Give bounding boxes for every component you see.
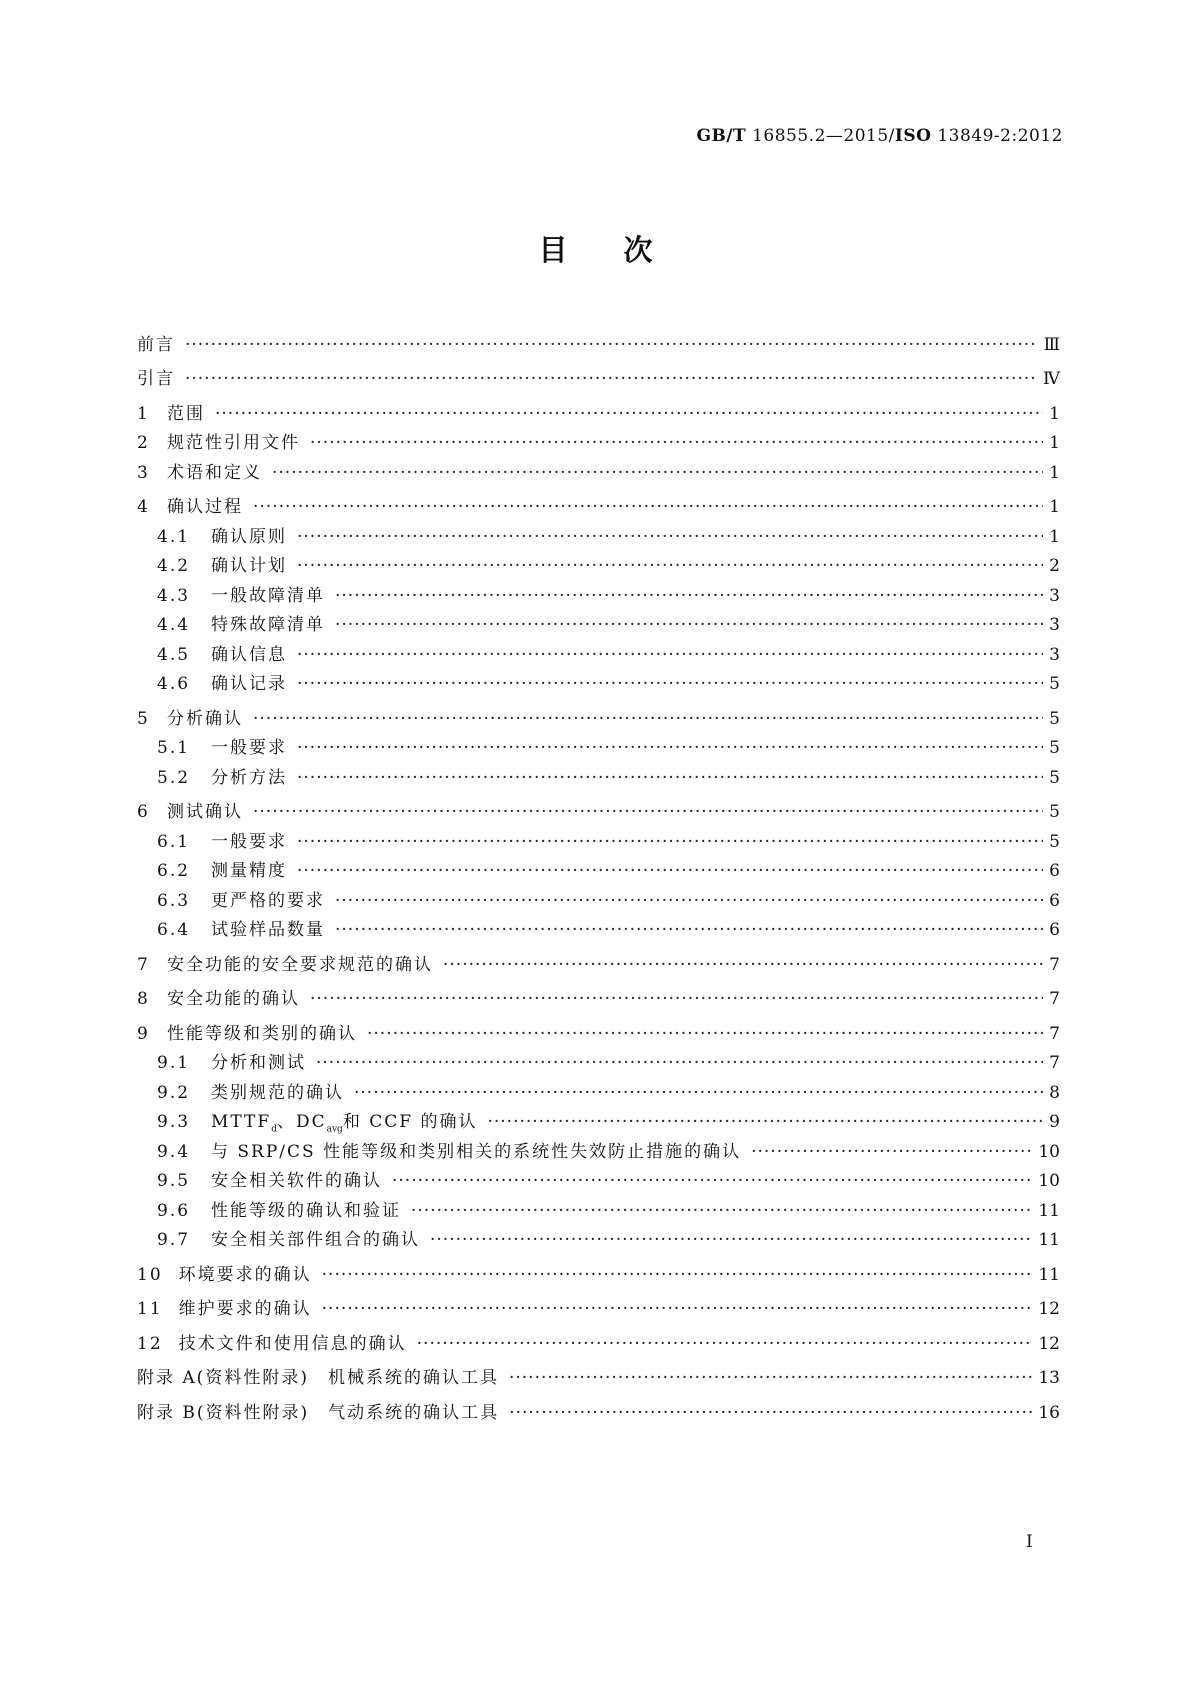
toc-entry[interactable] [137, 1329, 1060, 1354]
toc-entry[interactable] [137, 1196, 1060, 1221]
toc-entry-title [137, 669, 287, 694]
toc-entry-number: 6.2 [157, 861, 191, 881]
toc-entry-page: 10 [1038, 1141, 1060, 1162]
toc-entry-number: 12 [137, 1333, 163, 1354]
toc-entry-page: 7 [1049, 1053, 1060, 1073]
toc-entry-page: 9 [1049, 1112, 1060, 1132]
toc-entry[interactable] [137, 984, 1060, 1009]
toc-entry-label: 确认过程 [167, 497, 243, 517]
toc-entry-title [137, 640, 287, 665]
toc-entry-title [137, 1107, 477, 1134]
toc-entry-page: 1 [1049, 526, 1060, 547]
dot-leader [335, 586, 1043, 606]
toc-entry[interactable] [137, 1137, 1060, 1162]
toc-entry-page: 6 [1049, 890, 1060, 911]
dot-leader [297, 768, 1043, 788]
dot-leader [430, 1230, 1032, 1250]
dot-leader [297, 861, 1043, 881]
toc-entry[interactable] [137, 1107, 1060, 1134]
toc-entry-page: 16 [1038, 1402, 1060, 1423]
toc-entry-label: 引言 [137, 369, 175, 389]
toc-entry-label: 特殊故障清单 [211, 615, 325, 635]
toc-entry-page: 3 [1049, 615, 1060, 635]
dot-leader [215, 404, 1043, 424]
toc-entry-number: 4.2 [157, 556, 191, 576]
toc-entry-number: 4.6 [157, 674, 191, 694]
toc-entry-label: 一般要求 [211, 831, 287, 852]
toc-entry-label: 性能等级的确认和验证 [211, 1200, 401, 1221]
toc-entry-label: 确认原则 [211, 526, 287, 547]
dot-leader [297, 527, 1043, 547]
std-number: 16855.2—2015/ [746, 126, 895, 146]
toc-entry-label: 试验样品数量 [211, 920, 325, 940]
toc-entry-label: 环境要求的确认 [178, 1264, 312, 1285]
toc-entry-title [137, 984, 300, 1009]
toc-entry-page: 11 [1038, 1264, 1060, 1285]
toc-entry-title [137, 827, 287, 852]
toc-entry-page: 1 [1049, 462, 1060, 483]
toc-entry-title [137, 1019, 357, 1044]
dot-leader [297, 556, 1043, 576]
dot-leader [316, 1053, 1043, 1073]
toc-entry-number: 9 [137, 1023, 150, 1044]
toc-entry-page: 7 [1049, 1023, 1060, 1044]
dot-leader [487, 1112, 1043, 1132]
toc-entry-title [137, 797, 243, 822]
dot-leader [443, 955, 1043, 975]
toc-entry-number: 4.1 [157, 526, 191, 547]
dot-leader [322, 1265, 1033, 1285]
dot-leader [253, 709, 1043, 729]
dot-leader [509, 1403, 1032, 1423]
toc-entry-page: 11 [1038, 1230, 1060, 1250]
dot-leader [297, 674, 1043, 694]
toc-entry-page: Ⅳ [1043, 369, 1060, 389]
toc-entry-label: 类别规范的确认 [211, 1082, 344, 1103]
toc-entry-title [137, 364, 175, 389]
toc-entry-title [137, 856, 287, 881]
toc-entry[interactable] [137, 1260, 1060, 1285]
toc-entry-page: 8 [1049, 1082, 1060, 1103]
toc-entry-label: 附录 B(资料性附录) 气动系统的确认工具 [137, 1402, 500, 1423]
toc-entry-label: 安全功能的确认 [167, 989, 300, 1009]
toc-entry-title [137, 1166, 382, 1191]
toc-entry-label: 安全相关软件的确认 [211, 1171, 382, 1191]
toc-entry-page: 6 [1049, 861, 1060, 881]
toc-entry-label: 测量精度 [211, 861, 287, 881]
toc-entry-number: 6.4 [157, 920, 191, 940]
toc-entry-title [137, 492, 243, 517]
toc-entry-title [137, 915, 325, 940]
toc-entry-title [137, 1363, 499, 1388]
toc-entry[interactable] [137, 1398, 1060, 1423]
toc-entry-title [137, 610, 325, 635]
toc-entry-page: Ⅲ [1043, 335, 1060, 355]
toc-entry-label: 前言 [137, 335, 175, 355]
dot-leader [335, 891, 1043, 911]
toc-entry[interactable] [137, 1078, 1060, 1103]
toc-entry-page: 13 [1038, 1368, 1060, 1388]
toc-entry-title [137, 1225, 420, 1250]
toc-entry[interactable] [137, 704, 1060, 729]
toc-entry-number: 10 [137, 1264, 163, 1285]
std-iso-number: 13849-2:2012 [931, 126, 1063, 146]
toc-entry-number: 9.4 [157, 1141, 191, 1162]
dot-leader [335, 615, 1043, 635]
toc-entry-page: 5 [1049, 831, 1060, 852]
toc-entry-label: 安全功能的安全要求规范的确认 [167, 954, 433, 975]
toc-entry-label: 附录 A(资料性附录) 机械系统的确认工具 [137, 1368, 499, 1388]
toc-entry-title [137, 1398, 499, 1423]
toc-entry[interactable] [137, 428, 1060, 453]
toc-entry[interactable] [137, 492, 1060, 517]
toc-entry-label: 术语和定义 [167, 462, 262, 483]
toc-entry-title [137, 1048, 306, 1073]
toc-entry[interactable] [137, 763, 1060, 788]
toc-entry-label: 一般要求 [211, 738, 287, 758]
toc-entry[interactable] [137, 1225, 1060, 1250]
toc-entry-number: 9.2 [157, 1082, 191, 1103]
toc-entry-number: 4.4 [157, 615, 191, 635]
toc-entry-label: 与 SRP/CS 性能等级和类别相关的系统性失效防止措施的确认 [211, 1141, 742, 1162]
toc-entry-page: 10 [1038, 1171, 1060, 1191]
toc-entry-label: 安全相关部件组合的确认 [211, 1230, 420, 1250]
toc-entry-label: 分析方法 [211, 767, 287, 788]
toc-entry-number: 3 [137, 462, 150, 483]
toc-entry-number: 5 [137, 708, 150, 729]
toc-entry-title [137, 330, 175, 355]
toc-entry-label: 确认计划 [211, 556, 287, 576]
toc-entry[interactable] [137, 915, 1060, 940]
toc-entry-number: 6 [137, 802, 150, 822]
toc-entry-label: 确认记录 [211, 674, 287, 694]
dot-leader [185, 335, 1038, 355]
toc-entry[interactable] [137, 551, 1060, 576]
toc-entry-label: 维护要求的确认 [178, 1299, 312, 1319]
toc-entry-number: 9.7 [157, 1230, 191, 1250]
std-iso: ISO [894, 126, 932, 146]
toc-entry-number: 9.6 [157, 1200, 191, 1221]
dot-leader [272, 463, 1043, 483]
toc-entry-label: 规范性引用文件 [167, 433, 300, 453]
dot-leader [417, 1334, 1033, 1354]
toc-label-subscript: d [271, 1124, 277, 1135]
toc-entry[interactable] [137, 886, 1060, 911]
toc-entry-number: 4.3 [157, 585, 191, 606]
std-prefix: GB/T [696, 126, 747, 146]
toc-entry-page: 1 [1049, 433, 1060, 453]
toc-entry[interactable] [137, 856, 1060, 881]
toc-entry-title [137, 886, 325, 911]
toc-entry-title [137, 704, 243, 729]
toc-entry-number: 8 [137, 989, 150, 1009]
toc-entry-number: 11 [137, 1299, 163, 1319]
toc-entry-number: 4 [137, 497, 150, 517]
dot-leader [297, 832, 1043, 852]
dot-leader [310, 989, 1043, 1009]
toc-entry-title [137, 399, 205, 424]
toc-entry-label: 更严格的要求 [211, 890, 325, 911]
toc-entry-page: 5 [1049, 767, 1060, 788]
toc-entry-page: 5 [1049, 802, 1060, 822]
toc-entry[interactable] [137, 640, 1060, 665]
toc-entry-title [137, 1260, 312, 1285]
toc-entry-title [137, 1137, 741, 1162]
toc-entry-page: 5 [1049, 738, 1060, 758]
toc-entry-title [137, 428, 300, 453]
toc-entry-title [137, 522, 287, 547]
toc-entry-page: 1 [1049, 403, 1060, 424]
toc-entry-number: 6.3 [157, 890, 191, 911]
toc-label-part: MTTF [211, 1112, 272, 1132]
toc-entry-label: 一般故障清单 [211, 585, 325, 606]
toc-entry-label: 测试确认 [167, 802, 243, 822]
toc-entry[interactable] [137, 827, 1060, 852]
dot-leader [751, 1142, 1032, 1162]
toc-entry-number: 5.1 [157, 738, 191, 758]
dot-leader [185, 369, 1037, 389]
dot-leader [411, 1201, 1032, 1221]
toc-entry[interactable] [137, 1166, 1060, 1191]
toc-entry-title [137, 950, 433, 975]
toc-entry-title [137, 763, 287, 788]
toc-entry[interactable] [137, 522, 1060, 547]
toc-entry-label: 分析和测试 [211, 1053, 306, 1073]
toc-entry-number: 5.2 [157, 767, 191, 788]
toc-entry-title [137, 1329, 407, 1354]
toc-entry-label: 确认信息 [211, 644, 287, 665]
page-title: 目次 [538, 233, 709, 267]
toc-entry-title [137, 733, 287, 758]
toc-entry-label: 性能等级和类别的确认 [167, 1023, 357, 1044]
toc-entry-number: 2 [137, 433, 150, 453]
toc-entry-label: 技术文件和使用信息的确认 [178, 1333, 407, 1354]
toc-entry-title [137, 581, 325, 606]
toc-entry[interactable] [137, 797, 1060, 822]
toc-entry-page: 7 [1049, 954, 1060, 975]
dot-leader [335, 920, 1043, 940]
toc-entry[interactable] [137, 399, 1060, 424]
dot-leader [310, 433, 1043, 453]
toc-entry-page: 12 [1038, 1299, 1060, 1319]
toc-entry-label [211, 1112, 478, 1135]
dot-leader [392, 1171, 1032, 1191]
toc-entry-title [137, 1078, 344, 1103]
toc-entry-page: 3 [1049, 644, 1060, 665]
toc-label-part: 、DC [276, 1112, 327, 1132]
toc-entry-label: 范围 [167, 403, 205, 424]
toc-entry-page: 7 [1049, 989, 1060, 1009]
toc-entry-number: 9.1 [157, 1053, 191, 1073]
toc-entry[interactable] [137, 1048, 1060, 1073]
toc-entry[interactable] [137, 364, 1060, 389]
dot-leader [253, 802, 1043, 822]
toc-entry[interactable] [137, 458, 1060, 483]
toc-entry-number: 9.3 [157, 1112, 191, 1132]
toc-entry[interactable] [137, 1363, 1060, 1388]
toc-entry-number: 7 [137, 954, 150, 975]
dot-leader [297, 645, 1043, 665]
standard-code [696, 126, 1063, 146]
toc-entry-title [137, 1294, 312, 1319]
dot-leader [509, 1368, 1032, 1388]
toc-entry-page: 3 [1049, 585, 1060, 606]
toc-entry-page: 6 [1049, 920, 1060, 940]
toc-label-subscript: avg [326, 1124, 343, 1135]
toc-entry[interactable] [137, 610, 1060, 635]
toc-entry-title [137, 1196, 401, 1221]
toc-entry[interactable] [137, 669, 1060, 694]
toc-entry-label: 分析确认 [167, 708, 243, 729]
toc-entry-page: 5 [1049, 674, 1060, 694]
toc-entry[interactable] [137, 330, 1060, 355]
toc-entry-number: 1 [137, 403, 150, 424]
dot-leader [322, 1299, 1033, 1319]
dot-leader [253, 497, 1043, 517]
dot-leader [297, 738, 1043, 758]
toc-entry-page: 11 [1038, 1200, 1060, 1221]
dot-leader [367, 1024, 1043, 1044]
toc-entry-page: 2 [1049, 556, 1060, 576]
toc-entry[interactable] [137, 581, 1060, 606]
toc-entry-page: 1 [1049, 497, 1060, 517]
page-number: I [1026, 1532, 1033, 1552]
toc-entry-page: 5 [1049, 708, 1060, 729]
toc-entry-number: 4.5 [157, 644, 191, 665]
toc-entry-title [137, 551, 287, 576]
toc-entry[interactable] [137, 733, 1060, 758]
toc-entry[interactable] [137, 1019, 1060, 1044]
toc-entry-title [137, 458, 262, 483]
toc-entry-number: 6.1 [157, 831, 191, 852]
toc-entry[interactable] [137, 1294, 1060, 1319]
toc-entry[interactable] [137, 950, 1060, 975]
toc-label-part: 和 CCF 的确认 [342, 1112, 478, 1132]
dot-leader [354, 1083, 1043, 1103]
toc-entry-number: 9.5 [157, 1171, 191, 1191]
toc-entry-page: 12 [1038, 1333, 1060, 1354]
